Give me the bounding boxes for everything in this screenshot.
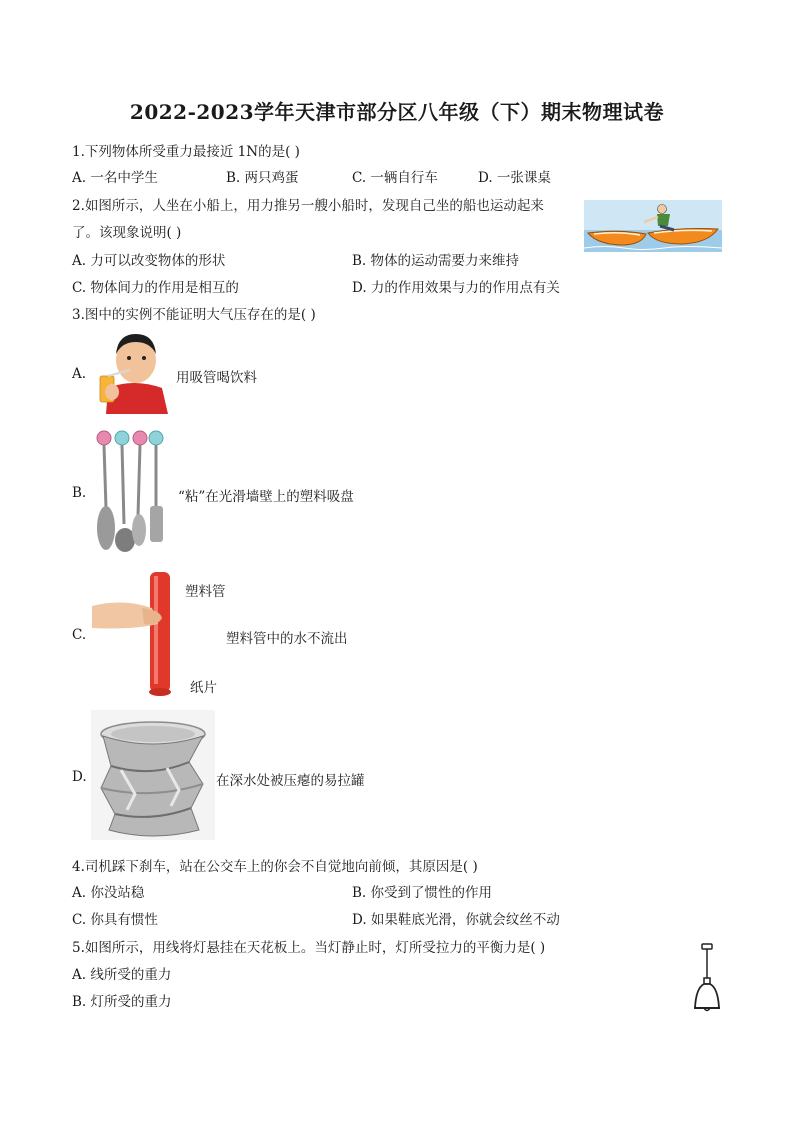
page-title: 2022-2023学年天津市部分区八年级（下）期末物理试卷 bbox=[129, 100, 665, 124]
question-3-stem: 3.图中的实例不能证明大气压存在的是( ) bbox=[72, 307, 316, 323]
question-4-option-c[interactable]: C. 你具有惯性 bbox=[72, 912, 158, 928]
question-2-option-c[interactable]: C. 物体间力的作用是相互的 bbox=[72, 280, 239, 296]
question-1-option-b[interactable]: B. 两只鸡蛋 bbox=[226, 170, 299, 186]
question-1-option-d[interactable]: D. 一张课桌 bbox=[478, 170, 551, 186]
question-1-option-c[interactable]: C. 一辆自行车 bbox=[352, 170, 438, 186]
suction-hooks-photo bbox=[92, 428, 170, 554]
question-2-option-a[interactable]: A. 力可以改变物体的形状 bbox=[72, 253, 226, 269]
hanging-lamp-figure bbox=[690, 942, 724, 1014]
question-2-stem-line-2: 了。该现象说明( ) bbox=[72, 225, 182, 241]
question-3-option-b-text: “粘”在光滑墙壁上的塑料吸盘 bbox=[178, 489, 354, 505]
question-5-stem: 5.如图所示，用线将灯悬挂在天花板上。当灯静止时，灯所受拉力的平衡力是( ) bbox=[72, 940, 546, 956]
question-3-option-a-text: 用吸管喝饮料 bbox=[176, 370, 257, 386]
plastic-tube-photo bbox=[92, 568, 182, 698]
question-3-option-a-letter[interactable]: A. bbox=[72, 366, 87, 382]
plastic-tube-label: 塑料管 bbox=[185, 584, 226, 600]
question-5-option-a[interactable]: A. 线所受的重力 bbox=[72, 967, 172, 983]
drinking-straw-photo bbox=[94, 328, 174, 414]
question-1-stem: 1.下列物体所受重力最接近 1N的是( ) bbox=[72, 144, 300, 160]
question-2-option-d[interactable]: D. 力的作用效果与力的作用点有关 bbox=[352, 280, 560, 296]
question-2-stem-line-1: 2.如图所示，人坐在小船上，用力推另一艘小船时，发现自己坐的船也运动起来 bbox=[72, 198, 544, 214]
question-4-option-d[interactable]: D. 如果鞋底光滑，你就会纹丝不动 bbox=[352, 912, 560, 928]
question-3-option-d-letter[interactable]: D. bbox=[72, 769, 87, 785]
boat-illustration bbox=[584, 200, 722, 252]
question-1-option-a[interactable]: A. 一名中学生 bbox=[72, 170, 158, 186]
question-4-stem: 4.司机踩下刹车，站在公交车上的你会不自觉地向前倾，其原因是( ) bbox=[72, 859, 478, 875]
question-5-option-b[interactable]: B. 灯所受的重力 bbox=[72, 994, 172, 1010]
question-2-option-b[interactable]: B. 物体的运动需要力来维持 bbox=[352, 253, 520, 269]
question-4-option-b[interactable]: B. 你受到了惯性的作用 bbox=[352, 885, 493, 901]
question-3-option-c-text: 塑料管中的水不流出 bbox=[226, 631, 348, 647]
question-3-option-b-letter[interactable]: B. bbox=[72, 485, 87, 501]
question-4-option-a[interactable]: A. 你没站稳 bbox=[72, 885, 145, 901]
question-3-option-c-letter[interactable]: C. bbox=[72, 627, 87, 643]
question-3-option-d-text: 在深水处被压瘪的易拉罐 bbox=[216, 773, 365, 789]
crushed-can-photo bbox=[91, 710, 215, 840]
paper-sheet-label: 纸片 bbox=[190, 680, 217, 696]
